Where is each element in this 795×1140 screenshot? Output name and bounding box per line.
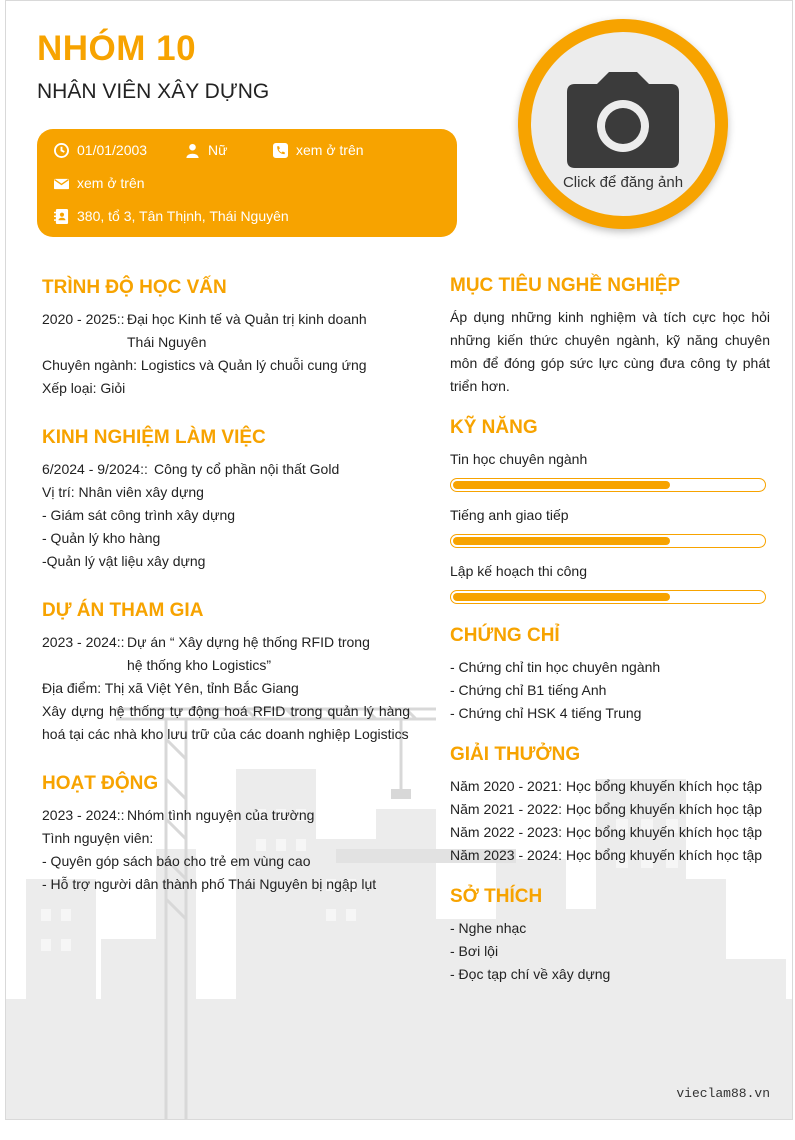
address-item: [54, 208, 289, 224]
activity-org: Nhóm tình nguyện của trường: [127, 807, 315, 823]
address-text: 380, tổ 3, Tân Thịnh, Thái Nguyên: [77, 208, 289, 224]
award-item: Năm 2020 - 2021: Học bổng khuyến khích học tập: [450, 778, 763, 794]
camera-icon: [567, 72, 679, 168]
projects-title: DỰ ÁN THAM GIA: [42, 600, 204, 621]
skill-name: Tin học chuyên ngành: [450, 451, 588, 467]
photo-upload-button[interactable]: [518, 19, 728, 229]
experience-task: - Quản lý kho hàng: [42, 530, 161, 546]
experience-position: Vị trí: Nhân viên xây dựng: [42, 484, 204, 500]
job-title: NHÂN VIÊN XÂY DỰNG: [37, 80, 270, 103]
email-text: xem ở trên: [77, 175, 145, 191]
gender-text: Nữ: [208, 142, 228, 158]
activity-item: - Quyên góp sách báo cho trẻ em vùng cao: [42, 853, 311, 869]
education-title: TRÌNH ĐỘ HỌC VẤN: [42, 277, 227, 298]
photo-placeholder: [531, 32, 715, 216]
project-name-line1: Dự án “ Xây dựng hệ thống RFID trong: [127, 634, 370, 650]
envelope-icon: [54, 176, 69, 191]
site-watermark: vieclam88.vn: [676, 1086, 770, 1101]
education-school-line2: Thái Nguyên: [127, 334, 207, 350]
project-location: Địa điểm: Thị xã Việt Yên, tỉnh Bắc Giang: [42, 680, 299, 696]
gender-item: [185, 142, 227, 158]
candidate-name: NHÓM 10: [37, 29, 197, 68]
experience-company: Công ty cổ phần nội thất Gold: [154, 461, 340, 477]
skill-level: [453, 593, 670, 601]
objective-title: MỤC TIÊU NGHỀ NGHIỆP: [450, 275, 681, 296]
certificate-item: - Chứng chỉ B1 tiếng Anh: [450, 682, 607, 698]
birthday-text: 01/01/2003: [77, 142, 148, 158]
experience-period: 6/2024 - 9/2024::: [42, 461, 148, 477]
user-icon: [185, 143, 200, 158]
education-school-line1: Đại học Kinh tế và Quản trị kinh doanh: [127, 311, 367, 327]
skill-bar: [450, 590, 766, 604]
skill-name: Lập kế hoạch thi công: [450, 563, 587, 579]
hobbies-title: SỞ THÍCH: [450, 886, 543, 907]
activities-title: HOẠT ĐỘNG: [42, 773, 159, 794]
awards-title: GIẢI THƯỞNG: [450, 744, 581, 765]
phone-item: [273, 142, 364, 158]
education-period: 2020 - 2025::: [42, 311, 125, 327]
certificates-title: CHỨNG CHỈ: [450, 625, 560, 646]
project-description: Xây dựng hệ thống tự động hoá RFID trong quản lý hàng hoá tại các nhà kho lưu trữ của các doanh nghiệp Logistics: [42, 703, 410, 742]
experience-title: KINH NGHIỆM LÀM VIỆC: [42, 427, 266, 448]
project-period: 2023 - 2024::: [42, 634, 125, 650]
hobby-item: - Bơi lội: [450, 943, 499, 959]
education-major: Chuyên ngành: Logistics và Quản lý chuỗi cung ứng: [42, 357, 367, 373]
certificate-item: - Chứng chỉ HSK 4 tiếng Trung: [450, 705, 642, 721]
objective-text: Áp dụng những kinh nghiệm và tích cực học hỏi những kiến thức chuyên ngành, kỹ năng chuyên môn để đóng góp sức lực cùng đưa công ty phát triển hơn.: [450, 309, 770, 394]
contact-info-box: [37, 129, 457, 237]
photo-caption: Click để đăng ảnh: [562, 174, 684, 191]
skills-title: KỸ NĂNG: [450, 417, 538, 438]
phone-icon: [273, 143, 288, 158]
education-grade: Xếp loại: Giỏi: [42, 380, 126, 396]
skill-bar: [450, 478, 766, 492]
clock-icon: [54, 143, 69, 158]
skill-level: [453, 537, 670, 545]
hobby-item: - Nghe nhạc: [450, 920, 527, 936]
skill-bar: [450, 534, 766, 548]
birthday-item: [54, 142, 147, 158]
award-item: Năm 2023 - 2024: Học bổng khuyến khích học tập: [450, 847, 763, 863]
email-item: [54, 175, 145, 191]
skill-name: Tiếng anh giao tiếp: [450, 507, 569, 523]
award-item: Năm 2022 - 2023: Học bổng khuyến khích học tập: [450, 824, 763, 840]
address-book-icon: [54, 209, 69, 224]
hobby-item: - Đọc tạp chí về xây dựng: [450, 966, 611, 982]
project-name-line2: hệ thống kho Logistics”: [127, 657, 271, 673]
activity-period: 2023 - 2024::: [42, 807, 125, 823]
experience-task: - Giám sát công trình xây dựng: [42, 507, 236, 523]
skill-level: [453, 481, 670, 489]
award-item: Năm 2021 - 2022: Học bổng khuyến khích học tập: [450, 801, 763, 817]
phone-text: xem ở trên: [296, 142, 364, 158]
activity-item: - Hỗ trợ người dân thành phố Thái Nguyên bị ngập lụt: [42, 876, 377, 892]
resume-page: [5, 0, 793, 1120]
certificate-item: - Chứng chỉ tin học chuyên ngành: [450, 659, 661, 675]
experience-task: -Quản lý vật liệu xây dựng: [42, 553, 206, 569]
activity-role: Tình nguyện viên:: [42, 830, 154, 846]
